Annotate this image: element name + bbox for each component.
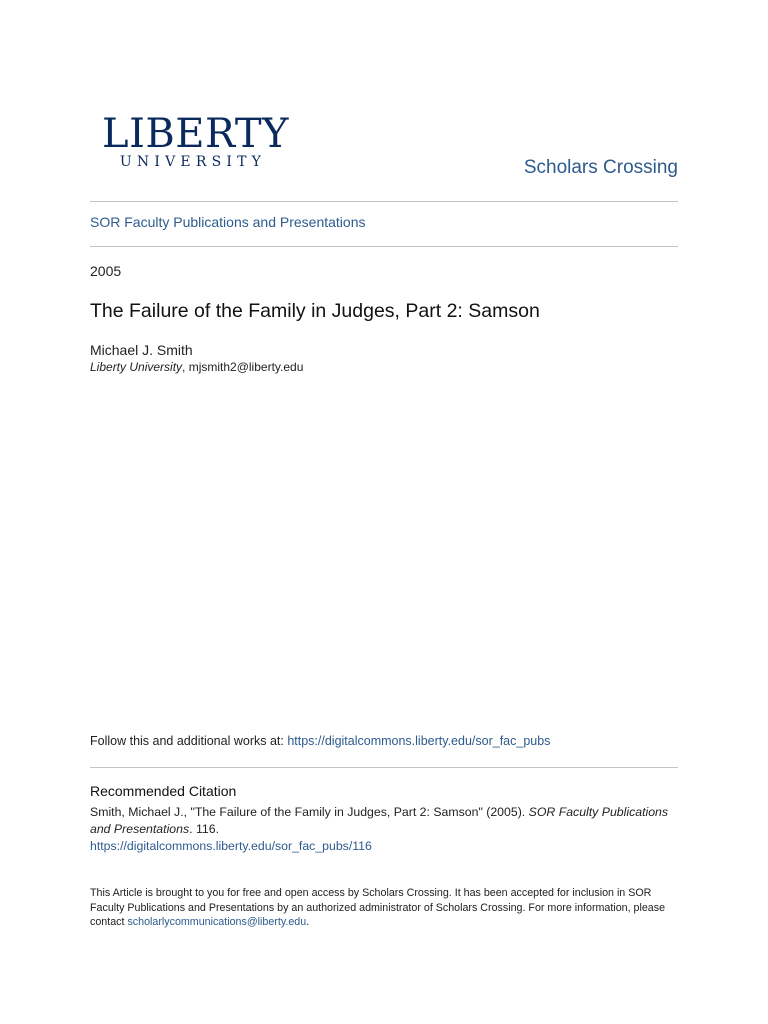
- publication-year: 2005: [90, 263, 122, 279]
- author-affiliation: [90, 360, 303, 374]
- divider-series: [90, 246, 678, 247]
- article-url-link[interactable]: https://digitalcommons.liberty.edu/sor_fac_pubs/116: [90, 839, 372, 853]
- logo-subtitle: UNIVERSITY: [119, 154, 267, 170]
- series-link[interactable]: SOR Faculty Publications and Presentations: [90, 214, 366, 230]
- citation-number: . 116.: [189, 821, 219, 836]
- notice-end: .: [306, 916, 310, 928]
- author-email: , mjsmith2@liberty.edu: [182, 360, 304, 374]
- contact-email-link[interactable]: scholarlycommunications@liberty.edu: [127, 916, 307, 928]
- collection-url-link[interactable]: https://digitalcommons.liberty.edu/sor_fac_pubs: [287, 734, 551, 748]
- citation-series: SOR Faculty Publications and Presentations: [90, 805, 669, 836]
- logo-wordmark: LIBERTY: [102, 111, 289, 157]
- access-notice: [90, 886, 678, 930]
- citation-text: Smith, Michael J., "The Failure of the Family in Judges, Part 2: Samson" (2005).: [90, 805, 529, 819]
- cover-page: [90, 0, 678, 1024]
- divider-citation: [90, 767, 678, 768]
- author-institution: Liberty University: [90, 360, 183, 374]
- article-title: The Failure of the Family in Judges, Part 2: Samson: [90, 300, 540, 322]
- follow-line: [90, 734, 550, 748]
- recommended-citation-heading: Recommended Citation: [90, 783, 237, 799]
- notice-text: This Article is brought to you for free and open access by Scholars Crossing. It has been accepted for inclusion in SOR Faculty Publications and Presentations by an authorized administrator of Scholars Crossing. For more information, please contact: [90, 887, 666, 928]
- author-name: Michael J. Smith: [90, 342, 193, 358]
- citation-block: [90, 804, 678, 855]
- liberty-university-logo: [102, 111, 289, 170]
- scholars-crossing-link[interactable]: Scholars Crossing: [523, 157, 678, 178]
- header: [90, 112, 678, 184]
- divider-top: [90, 201, 678, 202]
- follow-prefix: Follow this and additional works at:: [90, 734, 288, 748]
